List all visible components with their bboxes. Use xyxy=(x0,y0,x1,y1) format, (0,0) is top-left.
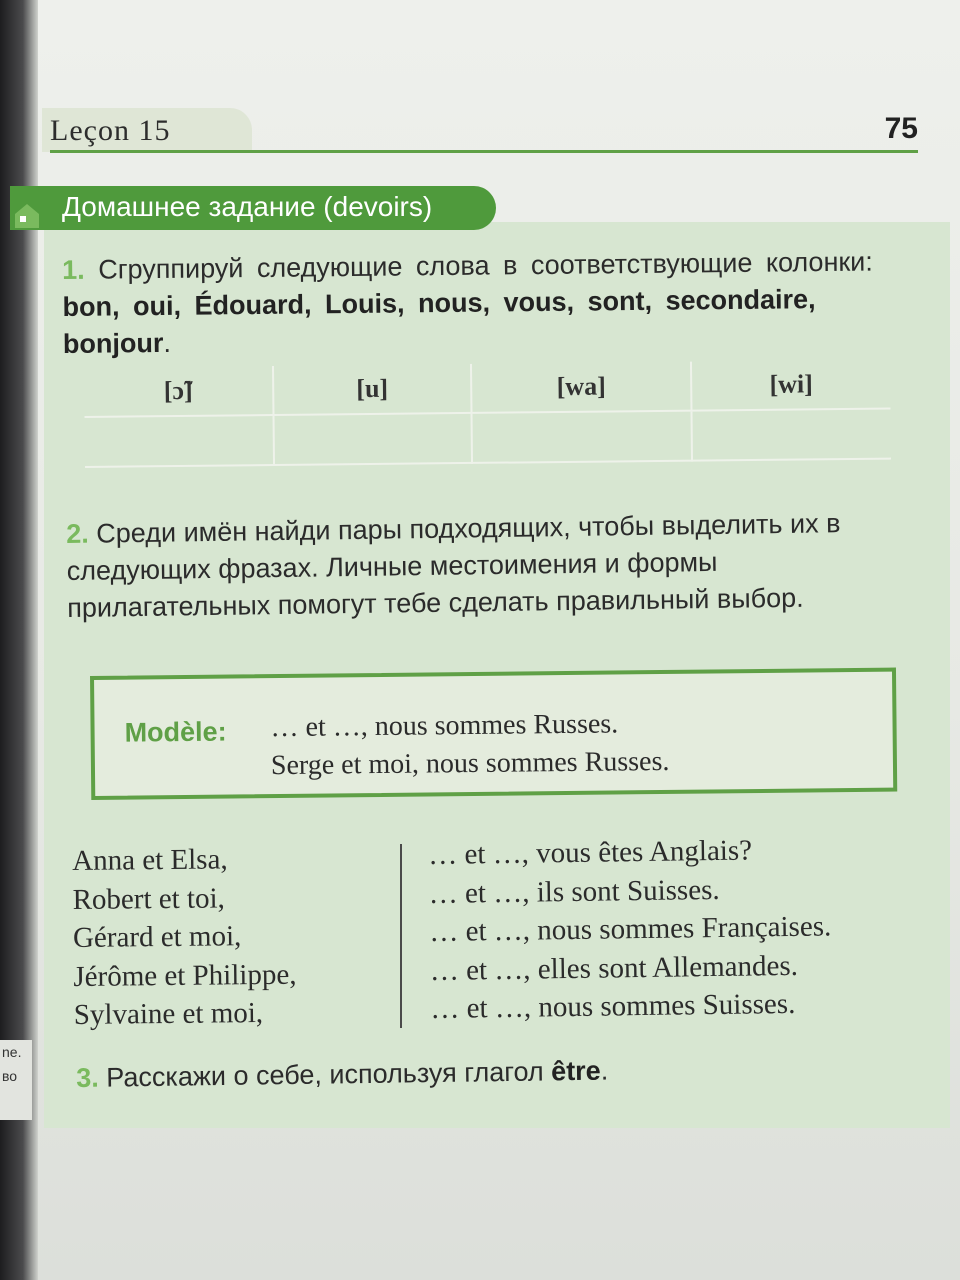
model-line-2: Serge et moi, nous sommes Russes. xyxy=(270,745,670,782)
name-pair: Jérôme et Philippe, xyxy=(73,958,297,993)
column-u: [u] xyxy=(273,364,472,415)
phrase: … et …, nous sommes Françaises. xyxy=(429,910,832,948)
phoneme-table xyxy=(84,360,891,468)
answer-cell xyxy=(691,409,891,461)
column-on: [ɔ̃] xyxy=(84,366,274,417)
model-line-1: … et …, nous sommes Russes. xyxy=(270,708,619,744)
exercise-2 xyxy=(66,504,901,627)
name-pair: Gérard et moi, xyxy=(72,920,242,954)
answer-cell xyxy=(85,415,275,467)
model-box xyxy=(90,668,897,800)
phrase: … et …, nous sommes Suisses. xyxy=(430,987,796,1025)
page-header xyxy=(50,108,918,152)
exercise-2-number: 2. xyxy=(66,518,89,549)
house-icon xyxy=(12,202,42,228)
exercise-2-text: Среди имён найди пары подходящих, чтобы выделить их в следующих фразах. Личные местоимения и формы прилагательных помогут тебе сделать правильный выбор. xyxy=(66,508,841,623)
exercise-3-number: 3. xyxy=(76,1062,99,1093)
phrase: … et …, vous êtes Anglais? xyxy=(428,834,753,871)
adjacent-page-text-2: во xyxy=(2,1068,18,1084)
names-column xyxy=(72,840,297,1035)
header-rule xyxy=(50,150,918,153)
homework-title: Домашнее задание (devoirs) xyxy=(62,191,433,222)
exercise-3-end: . xyxy=(600,1055,609,1086)
phrases-column xyxy=(428,830,833,1028)
phoneme-table-empty-row xyxy=(85,409,891,467)
exercise-1-end: . xyxy=(163,327,172,358)
exercise-1-text: Сгруппируй следующие слова в соответствующие колонки: xyxy=(98,246,873,285)
exercise-1-words: bon, oui, Édouard, Louis, nous, vous, sont, secondaire, bonjour xyxy=(62,284,816,359)
exercise-1 xyxy=(62,243,893,363)
lesson-title: Leçon 15 xyxy=(50,114,171,147)
adjacent-page-fragment xyxy=(0,1040,32,1120)
column-divider xyxy=(400,844,402,1028)
name-pair: Sylvaine et moi, xyxy=(73,997,264,1031)
name-pair: Robert et toi, xyxy=(72,881,225,916)
adjacent-page-text-1: ne. xyxy=(2,1044,22,1060)
answer-cell xyxy=(274,413,473,465)
phoneme-table-header xyxy=(84,360,890,417)
exercise-1-number: 1. xyxy=(62,254,85,285)
page-number: 75 xyxy=(884,112,918,145)
exercise-3-verb: être xyxy=(550,1055,601,1087)
exercise-3 xyxy=(76,1053,608,1097)
name-pair: Anna et Elsa, xyxy=(72,843,228,877)
answer-cell xyxy=(471,411,692,463)
phrase: … et …, ils sont Suisses. xyxy=(428,873,720,910)
model-label: Modèle: xyxy=(124,716,227,748)
column-wi: [wi] xyxy=(691,360,891,411)
phrase: … et …, elles sont Allemandes. xyxy=(429,949,799,987)
exercise-3-text: Расскажи о себе, используя глагол xyxy=(106,1056,544,1093)
column-wa: [wa] xyxy=(471,362,692,413)
